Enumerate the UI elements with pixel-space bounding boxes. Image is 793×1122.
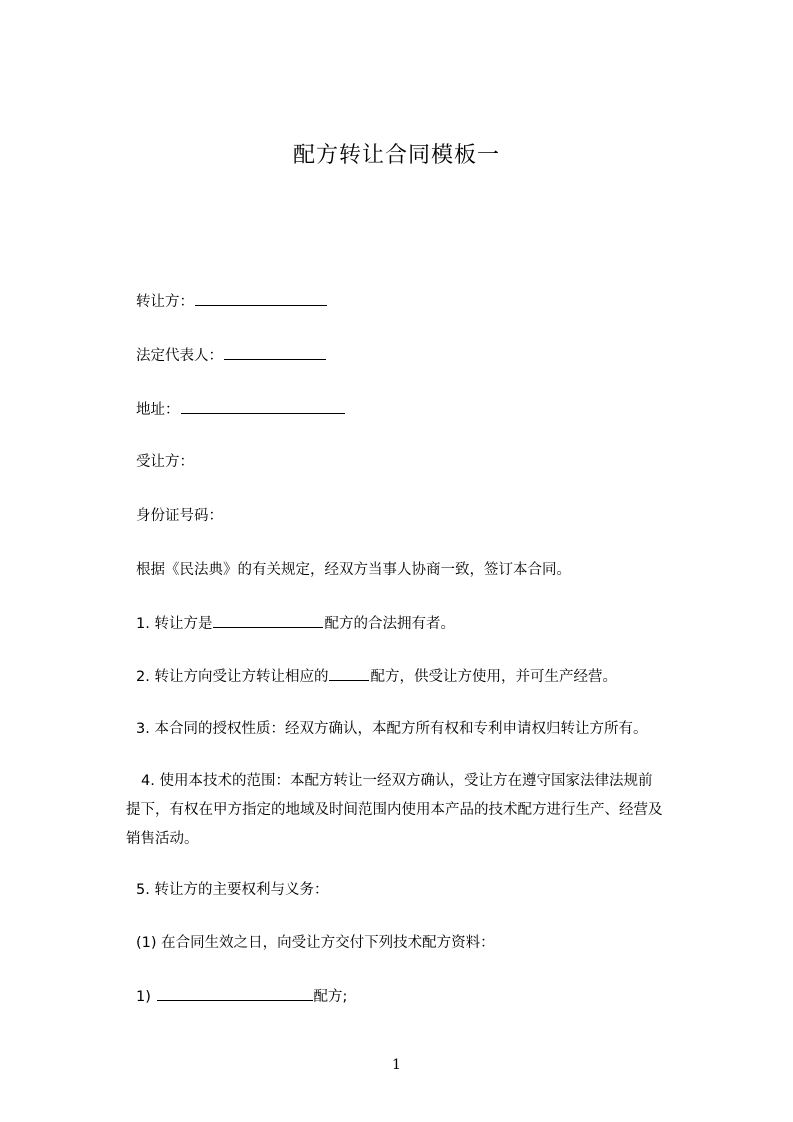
blank-line bbox=[224, 345, 326, 360]
clause-4-line-3: 销售活动。 bbox=[126, 831, 199, 847]
item-1 bbox=[136, 986, 347, 1007]
clause-4-line-2: 提下，有权在甲方指定的地域及时间范围内使用本产品的技术配方进行生产、经营及 bbox=[126, 802, 663, 818]
preamble: 根据《民法典》的有关规定，经双方当事人协商一致，签订本合同。 bbox=[136, 562, 571, 578]
clause-text: 配方的合法拥有者。 bbox=[324, 616, 455, 632]
field-label: 身份证号码： bbox=[136, 508, 223, 524]
clause-1 bbox=[136, 613, 455, 634]
item-text: 配方; bbox=[313, 989, 348, 1005]
sub-clause-1: (1) 在合同生效之日，向受让方交付下列技术配方资料： bbox=[136, 935, 495, 951]
field-id-number bbox=[136, 506, 223, 526]
blank-line bbox=[195, 291, 327, 306]
field-label: 法定代表人： bbox=[136, 348, 223, 364]
blank-line bbox=[213, 613, 323, 628]
item-text: 1) bbox=[136, 989, 156, 1005]
field-legal-representative bbox=[136, 345, 327, 366]
clause-2 bbox=[136, 666, 617, 687]
field-label: 转让方： bbox=[136, 294, 194, 310]
field-address bbox=[136, 399, 346, 420]
field-transferor bbox=[136, 291, 328, 312]
document-title: 配方转让合同模板一 bbox=[292, 143, 500, 168]
clause-text: 2. 转让方向受让方转让相应的 bbox=[136, 669, 329, 685]
page-number: 1 bbox=[392, 1057, 401, 1073]
clause-text: 1. 转让方是 bbox=[136, 616, 213, 632]
clause-4-line-1: 4. 使用本技术的范围：本配方转让一经双方确认，受让方在遵守国家法律法规前 bbox=[141, 773, 653, 789]
clause-text: 配方，供受让方使用，并可生产经营。 bbox=[370, 669, 617, 685]
clause-3: 3. 本合同的授权性质：经双方确认，本配方所有权和专利申请权归转让方所有。 bbox=[136, 721, 648, 737]
blank-line bbox=[329, 666, 369, 681]
blank-line bbox=[157, 986, 313, 1001]
field-transferee bbox=[136, 452, 194, 472]
field-label: 地址： bbox=[136, 402, 180, 418]
blank-line bbox=[181, 399, 345, 414]
field-label: 受让方： bbox=[136, 454, 194, 470]
clause-5: 5. 转让方的主要权利与义务： bbox=[136, 882, 329, 898]
